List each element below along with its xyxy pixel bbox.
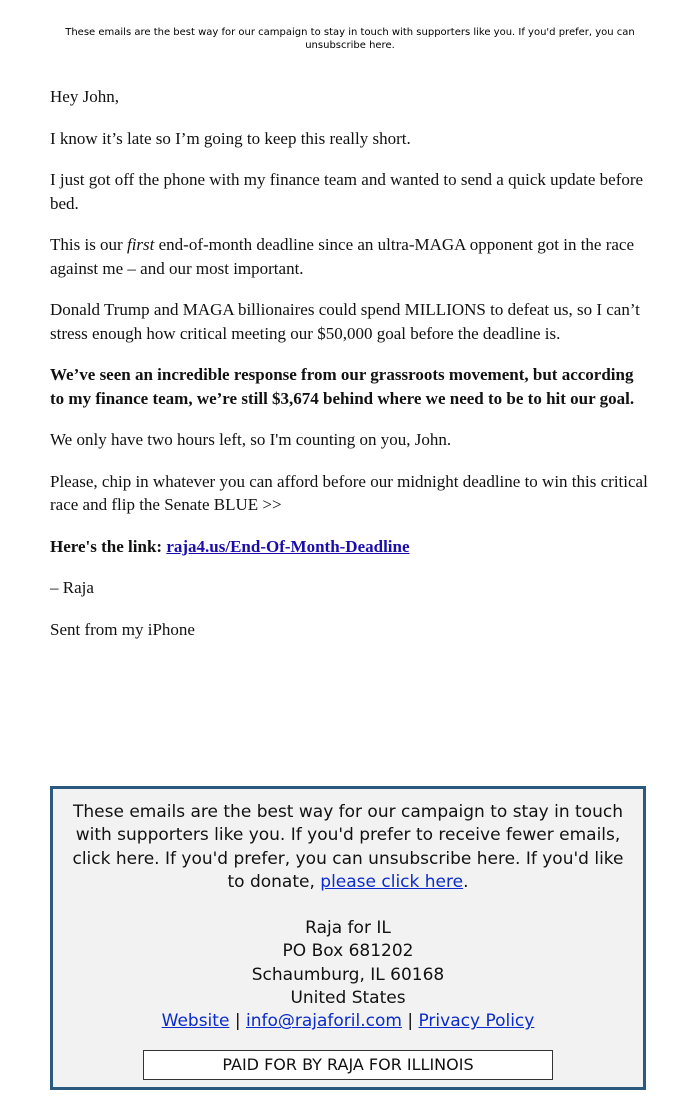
deadline-link[interactable]: raja4.us/End-Of-Month-Deadline: [166, 536, 410, 556]
paragraph-3-end: end-of-month deadline since an ultra-MAGA opponent got in the race against me – and our most important.: [50, 235, 635, 278]
mailing-address: [65, 917, 631, 1010]
paragraph-3-start: This is our: [50, 235, 127, 254]
preheader-text: These emails are the best way for our campaign to stay in touch with supporters like you. If you'd prefer, you can unsubscribe here.: [65, 27, 635, 51]
link-label: Here's the link:: [50, 536, 163, 556]
donate-link[interactable]: please click here: [320, 871, 464, 892]
paragraph-4: Donald Trump and MAGA billionaires could spend MILLIONS to defeat us, so I can’t stress enough how critical meeting our $50,000 goal before the deadline is.: [50, 300, 640, 343]
paragraph-3: [50, 233, 650, 280]
greeting: Hey John,: [50, 87, 119, 106]
website-link[interactable]: Website: [161, 1011, 230, 1032]
link-line: [50, 535, 650, 559]
email-link[interactable]: info@rajaforil.com: [245, 1011, 402, 1032]
email-body: [50, 85, 650, 659]
paid-for-disclaimer: PAID FOR BY RAJA FOR ILLINOIS: [143, 1050, 553, 1080]
footer-notice: [65, 801, 631, 894]
footer-notice-text: These emails are the best way for our campaign to stay in touch with supporters like you. If you'd prefer to receive fewer emails, click here. If you'd prefer, you can unsubscribe here. If you'd like to donate,: [72, 802, 624, 892]
country: United States: [290, 988, 406, 1009]
paragraph-5-bold: [50, 363, 650, 410]
paragraph-1: I know it’s late so I’m going to keep this really short.: [50, 128, 411, 148]
paragraph-3-emphasis: first: [126, 235, 155, 254]
paragraph-7: Please, chip in whatever you can afford before our midnight deadline to win this critical race and flip the Senate BLUE >>: [50, 471, 648, 514]
separator: |: [234, 1011, 241, 1032]
footer-period: .: [463, 871, 469, 892]
footer-links: [65, 1010, 631, 1033]
signoff: – Raja: [50, 578, 94, 597]
org-name: Raja for IL: [305, 918, 391, 939]
city-line: Schaumburg, IL 60168: [251, 964, 445, 985]
footer-box: [50, 786, 646, 1090]
privacy-policy-link[interactable]: Privacy Policy: [418, 1011, 535, 1032]
po-box: PO Box 681202: [282, 941, 414, 962]
paragraph-2: I just got off the phone with my finance team and wanted to send a quick update before bed.: [50, 170, 644, 213]
bold-text: We’ve seen an incredible response from our grassroots movement, but according to my finance team, we’re still $3,674 behind where we need to be to hit our goal.: [50, 365, 635, 408]
sent-from: Sent from my iPhone: [50, 619, 195, 639]
separator: |: [407, 1011, 414, 1032]
paragraph-6: We only have two hours left, so I'm counting on you, John.: [50, 430, 452, 449]
